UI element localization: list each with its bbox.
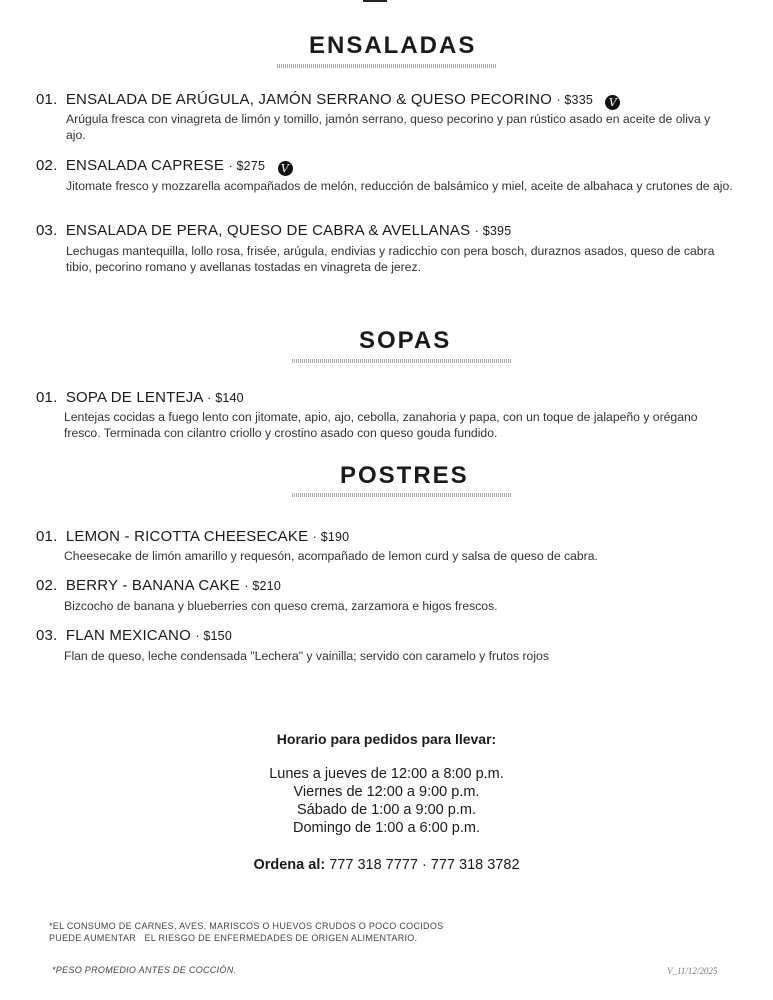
- section-rule-ensaladas: [277, 64, 497, 68]
- item-price: · $210: [244, 579, 281, 593]
- item-description: Jitomate fresco y mozzarella acompañados de melón, reducción de balsámico y miel, aceite de albahaca y crutones de ajo.: [66, 179, 733, 193]
- item-price: · $140: [207, 391, 244, 405]
- section-title-sopas: SOPAS: [359, 327, 452, 354]
- item-number: 01.: [36, 91, 58, 108]
- disclaimer-line: PUEDE AUMENTAR EL RIESGO DE ENFERMEDADES DE ORIGEN ALIMENTARIO.: [49, 933, 418, 943]
- section-title-postres: POSTRES: [340, 462, 469, 489]
- disclaimer-line: *EL CONSUMO DE CARNES, AVES, MARISCOS O HUEVOS CRUDOS O POCO COCIDOS: [49, 921, 444, 931]
- order-label: Ordena al:: [253, 857, 326, 873]
- version-label: V_11/12/2025: [667, 966, 718, 976]
- item-number: 03.: [36, 222, 58, 239]
- hours-line: Sábado de 1:00 a 9:00 p.m.: [297, 802, 476, 818]
- item-price: · $335: [556, 93, 594, 107]
- item-price: · $395: [474, 224, 512, 238]
- item-name: ENSALADA CAPRESE: [65, 157, 225, 174]
- order-phones[interactable]: 777 318 7777 · 777 318 3782: [329, 857, 520, 873]
- item-number: 03.: [36, 627, 58, 644]
- item-description: Cheesecake de limón amarillo y requesón, acompañado de lemon curd y salsa de queso de cabra.: [64, 549, 598, 563]
- item-number: 02.: [36, 577, 58, 594]
- section-rule-postres: [292, 493, 512, 497]
- item-name: BERRY - BANANA CAKE: [65, 577, 240, 594]
- item-price: · $275: [228, 159, 266, 173]
- item-description: Lentejas cocidas a fuego lento con jitomate, apio, ajo, cebolla, zanahoria y papa, con un toque de jalapeño y orégano fresco. Terminada con cilantro criollo y crostino asado con queso gouda fundido.: [64, 410, 698, 440]
- hours-title: Horario para pedidos para llevar:: [276, 731, 497, 747]
- item-description: Flan de queso, leche condensada "Lechera" y vainilla; servido con caramelo y frutos rojos: [64, 649, 549, 663]
- top-divider-mark: [363, 0, 387, 2]
- item-description: Bizcocho de banana y blueberries con queso crema, zarzamora e higos frescos.: [64, 599, 498, 613]
- item-name: ENSALADA DE ARÚGULA, JAMÓN SERRANO & QUESO PECORINO: [65, 91, 552, 108]
- vegetarian-icon: V: [278, 161, 293, 176]
- item-name: ENSALADA DE PERA, QUESO DE CABRA & AVELLANAS: [65, 222, 471, 239]
- hours-line: Viernes de 12:00 a 9:00 p.m.: [293, 784, 480, 800]
- section-rule-sopas: [292, 359, 512, 363]
- vegetarian-icon: V: [605, 95, 620, 110]
- item-price: · $190: [312, 530, 350, 544]
- hours-line: Domingo de 1:00 a 6:00 p.m.: [292, 820, 480, 836]
- item-name: SOPA DE LENTEJA: [65, 389, 203, 406]
- item-price: · $150: [195, 629, 232, 643]
- weight-note: *PESO PROMEDIO ANTES DE COCCIÓN.: [52, 965, 237, 975]
- item-description: Arúgula fresca con vinagreta de limón y tomillo, jamón serrano, queso pecorino y pan rústico asado en aceite de oliva y ajo.: [66, 112, 711, 142]
- section-title-ensaladas: ENSALADAS: [309, 32, 477, 59]
- item-number: 01.: [36, 389, 58, 406]
- item-name: FLAN MEXICANO: [65, 627, 191, 644]
- hours-line: Lunes a jueves de 12:00 a 8:00 p.m.: [269, 766, 504, 782]
- item-number: 01.: [36, 528, 58, 545]
- item-description: Lechugas mantequilla, lollo rosa, frisée, arúgula, endivias y radicchio con pera bosch, duraznos asados, queso de cabra tibio, pecorino romano y avellanas tostadas en vinagreta de jerez.: [66, 244, 715, 274]
- order-phone-line: [0, 857, 773, 873]
- item-number: 02.: [36, 157, 58, 174]
- item-name: LEMON - RICOTTA CHEESECAKE: [65, 528, 309, 545]
- food-safety-disclaimer: [49, 920, 443, 944]
